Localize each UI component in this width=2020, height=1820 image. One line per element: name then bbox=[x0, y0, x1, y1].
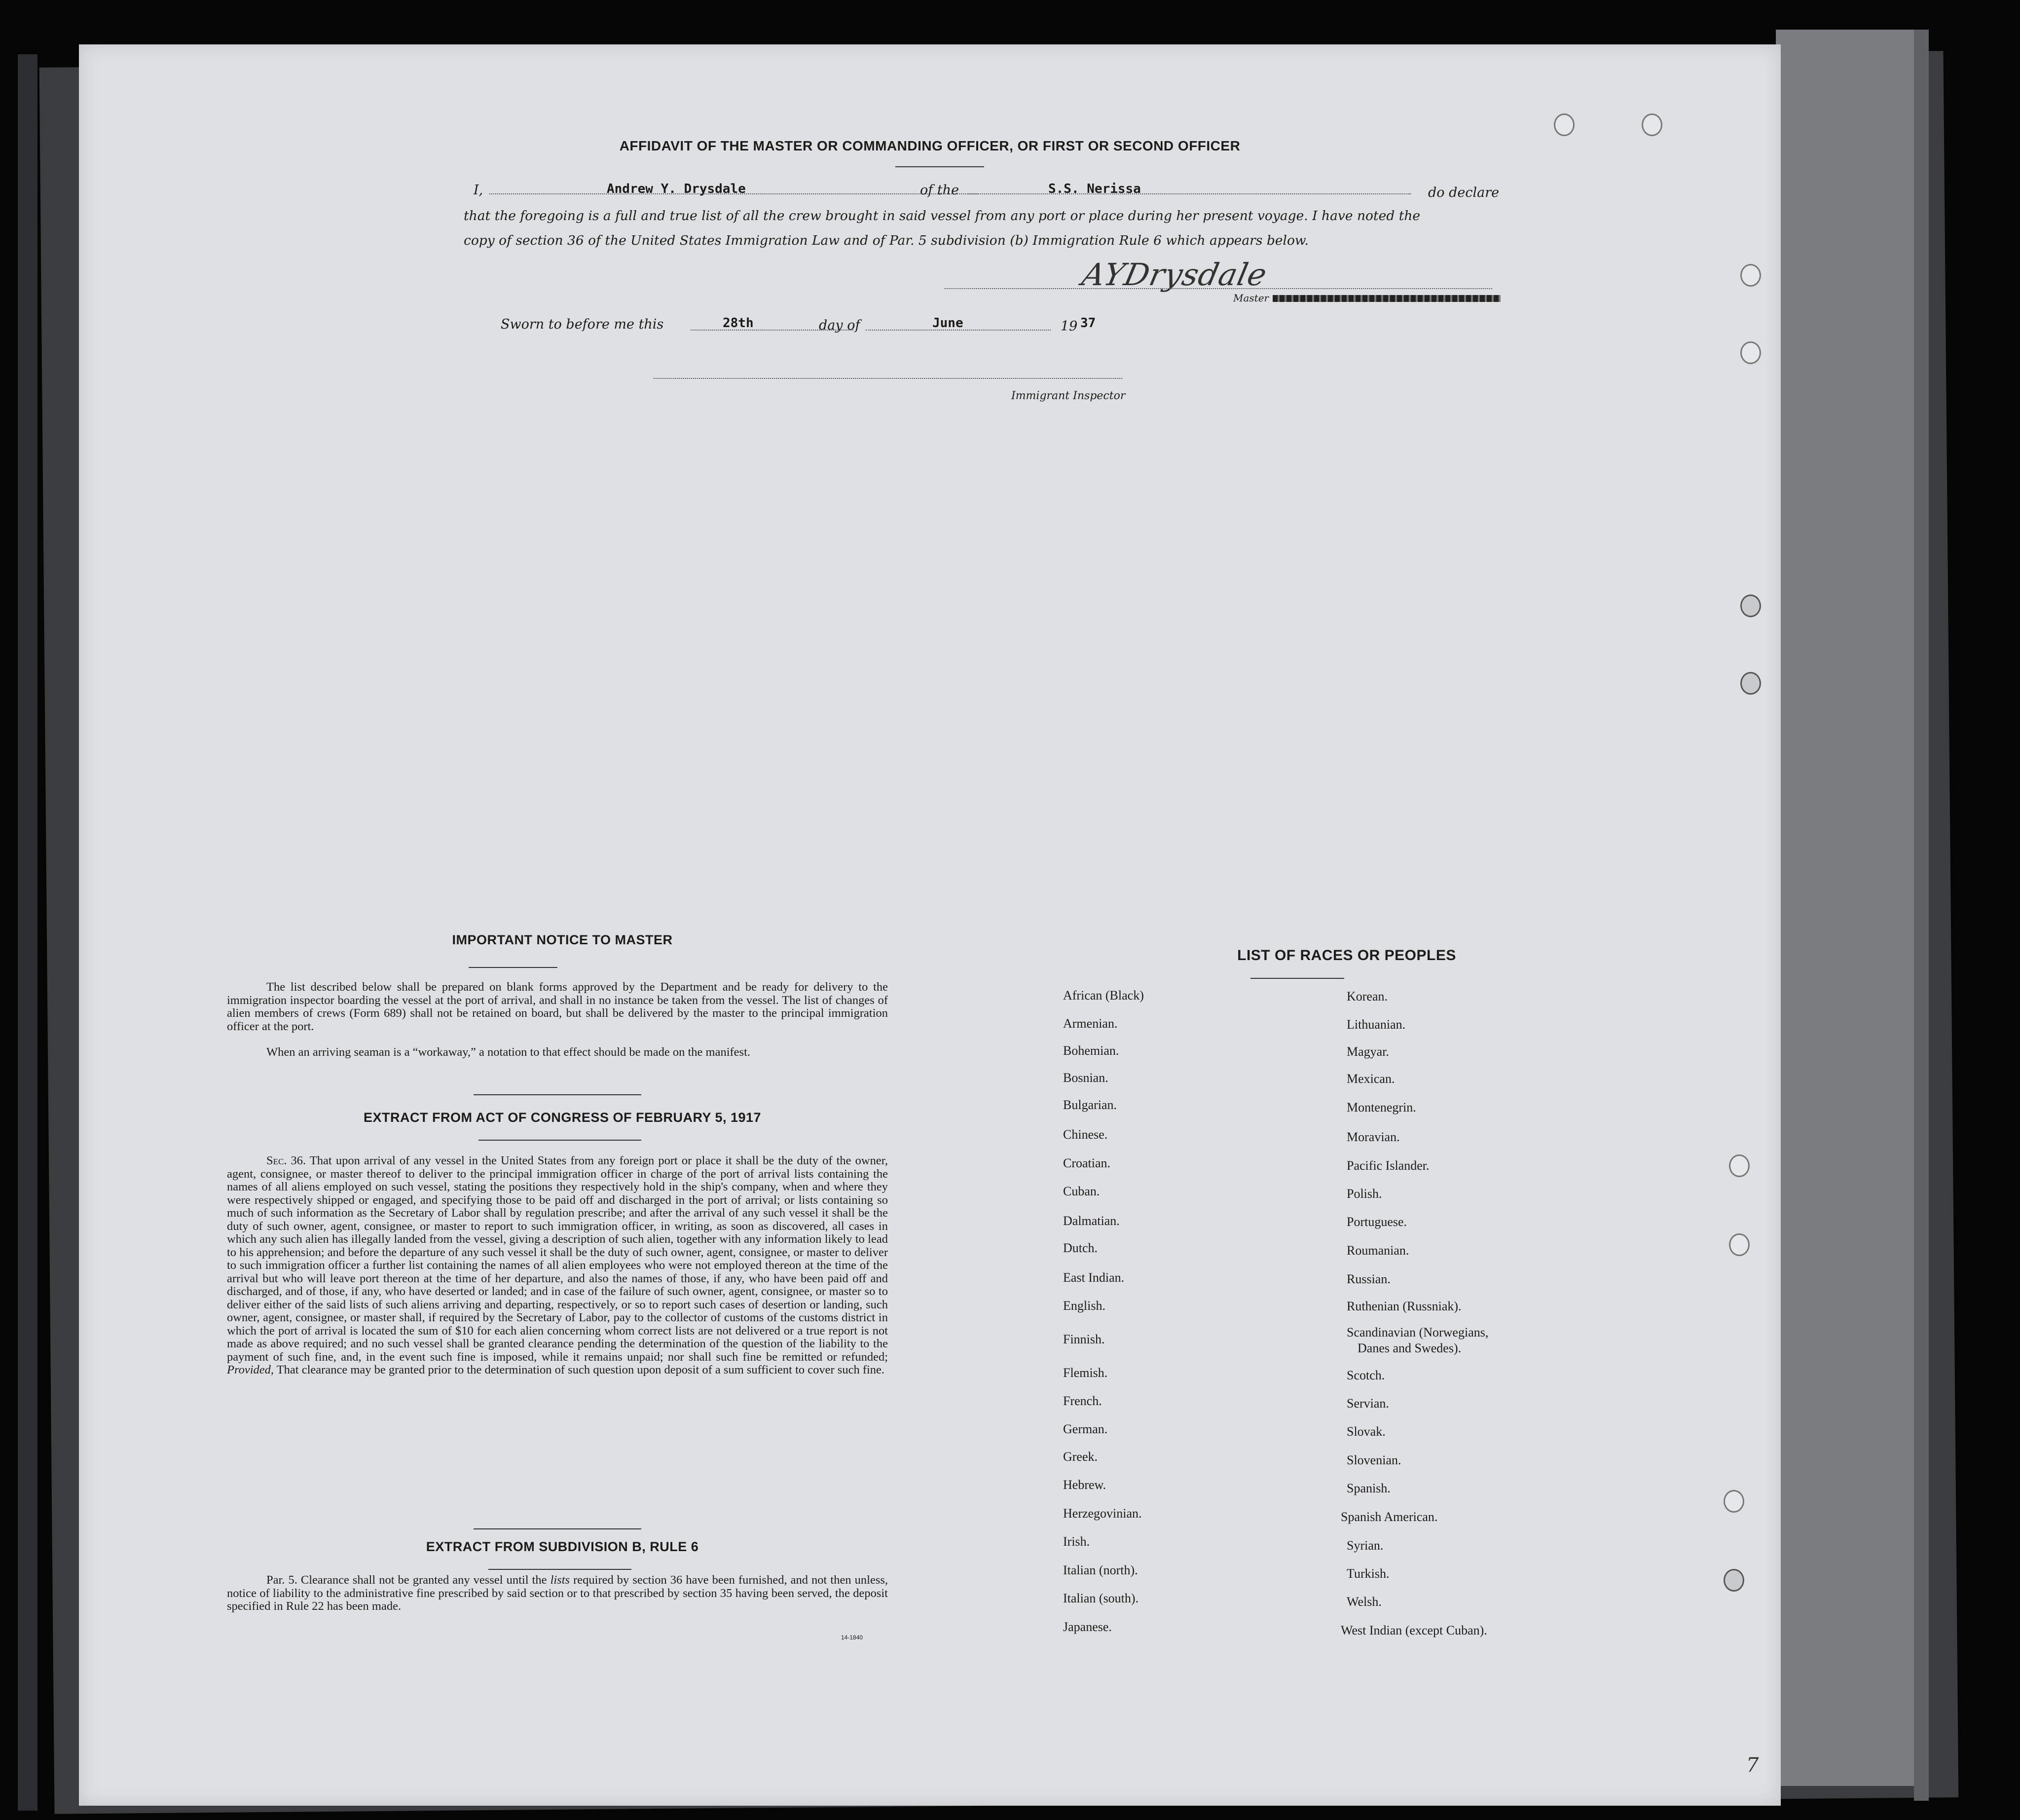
race-item: Hebrew. bbox=[1063, 1478, 1106, 1492]
race-item: Spanish American. bbox=[1341, 1510, 1438, 1524]
race-item: Polish. bbox=[1347, 1187, 1382, 1201]
page-mark: 7 bbox=[1746, 1754, 1759, 1777]
race-item: Russian. bbox=[1347, 1272, 1391, 1286]
underlying-page-right bbox=[1776, 30, 1919, 1786]
race-item: Pacific Islander. bbox=[1347, 1158, 1430, 1173]
punch-hole bbox=[1740, 672, 1761, 695]
race-item: Roumanian. bbox=[1347, 1243, 1409, 1258]
race-item: Greek. bbox=[1063, 1449, 1098, 1464]
race-item: East Indian. bbox=[1063, 1270, 1125, 1285]
race-item: Moravian. bbox=[1347, 1130, 1400, 1144]
punch-hole bbox=[1554, 113, 1575, 136]
notice-paragraph-2 bbox=[227, 1046, 888, 1059]
punch-hole bbox=[1724, 1490, 1744, 1513]
inspector-signature-line bbox=[654, 378, 1122, 379]
sworn-month-field: June bbox=[932, 316, 963, 331]
race-item: Servian. bbox=[1347, 1396, 1389, 1411]
rule-paragraph bbox=[227, 1574, 888, 1613]
races-rule bbox=[1250, 978, 1344, 979]
race-item: Irish. bbox=[1063, 1534, 1090, 1549]
notice-end-rule bbox=[474, 1094, 641, 1095]
master-signature: AYDrysdale bbox=[1079, 257, 1271, 293]
master-name-field: Andrew Y. Drysdale bbox=[607, 182, 746, 196]
race-item: Finnish. bbox=[1063, 1332, 1105, 1346]
races-title: LIST OF RACES OR PEOPLES bbox=[1237, 947, 1456, 964]
master-label: Master bbox=[1233, 292, 1269, 304]
race-item: Syrian. bbox=[1347, 1538, 1384, 1553]
race-item: Bosnian. bbox=[1063, 1071, 1108, 1085]
race-item: Mexican. bbox=[1347, 1072, 1395, 1086]
affidavit-line-2: that the foregoing is a full and true list of all the crew brought in said vessel from any port or place during her present voyage. I have noted the bbox=[464, 208, 1421, 223]
title-rule bbox=[895, 166, 984, 167]
vessel-field: S.S. Nerissa bbox=[1048, 182, 1141, 196]
i-label: I, bbox=[474, 183, 483, 198]
race-item: Scotch. bbox=[1347, 1368, 1385, 1382]
race-item: Slovak. bbox=[1347, 1424, 1386, 1439]
punch-hole bbox=[1729, 1154, 1750, 1177]
sec-label: Sec. 36. bbox=[266, 1154, 306, 1167]
form-code: 14-1840 bbox=[841, 1634, 863, 1641]
underlying-page-edge-left bbox=[18, 54, 37, 1811]
race-item: Korean. bbox=[1347, 989, 1388, 1003]
act-section-36 bbox=[227, 1154, 888, 1377]
of-the-label: of the bbox=[920, 183, 959, 198]
rule-text-b: required by section 36 have been furnished, and not then unless, notice of liability to the administrative fine prescribed by said section or to that prescribed by section 35 having been served, the deposit specified in Rule 22 has been made. bbox=[227, 1573, 888, 1613]
race-item: Portuguese. bbox=[1347, 1215, 1407, 1229]
race-item: Dutch. bbox=[1063, 1241, 1098, 1255]
year-suffix-field: 37 bbox=[1080, 316, 1096, 331]
rule-rule bbox=[488, 1569, 631, 1570]
vessel-line bbox=[967, 193, 1411, 194]
sworn-day-field: 28th bbox=[723, 316, 754, 331]
race-item: Armenian. bbox=[1063, 1016, 1118, 1031]
act-end-rule bbox=[474, 1528, 641, 1529]
race-item: English. bbox=[1063, 1299, 1105, 1313]
race-item: German. bbox=[1063, 1422, 1108, 1436]
race-item: Ruthenian (Russniak). bbox=[1347, 1299, 1462, 1313]
race-item: Italian (north). bbox=[1063, 1563, 1138, 1577]
race-item: Flemish. bbox=[1063, 1366, 1108, 1380]
notice-paragraph-2-text: When an arriving seaman is a “workaway,” a notation to that effect should be made on the manifest. bbox=[266, 1045, 751, 1059]
punch-hole bbox=[1724, 1569, 1744, 1592]
race-item: Scandinavian (Norwegians, bbox=[1347, 1325, 1489, 1339]
rule-text-a: Par. 5. Clearance shall not be granted any vessel until the bbox=[266, 1573, 547, 1587]
lists-word: lists bbox=[550, 1573, 570, 1587]
notice-rule bbox=[469, 967, 557, 968]
document-page bbox=[79, 44, 1781, 1806]
notice-paragraph-1-text: The list described below shall be prepared on blank forms approved by the Department and be ready for delivery to the immigration inspector boarding the vessel at the port of arrival, and shall in no instance be taken from the vessel. The list of changes of alien members of crews (Form 689) shall not be retained on board, but shall be delivered by the master to the principal immigration officer at the port. bbox=[227, 980, 888, 1033]
punch-hole bbox=[1740, 264, 1761, 287]
race-item: Japanese. bbox=[1063, 1620, 1112, 1634]
declare-label: do declare bbox=[1428, 185, 1500, 200]
race-item: Welsh. bbox=[1347, 1595, 1382, 1609]
race-item: Herzegovinian. bbox=[1063, 1506, 1142, 1521]
punch-hole bbox=[1740, 594, 1761, 617]
notice-paragraph-1 bbox=[227, 981, 888, 1033]
signature-line bbox=[945, 288, 1492, 289]
race-item: Turkish. bbox=[1347, 1566, 1390, 1581]
affidavit-title: AFFIDAVIT OF THE MASTER OR COMMANDING OFFICER, OR FIRST OR SECOND OFFICER bbox=[619, 138, 1241, 153]
race-item: Cuban. bbox=[1063, 1184, 1100, 1198]
act-text-end: That clearance may be granted prior to the determination of such question upon deposit of a sum sufficient to cover such fine. bbox=[276, 1363, 885, 1376]
race-item: Bulgarian. bbox=[1063, 1098, 1117, 1112]
notice-title: IMPORTANT NOTICE TO MASTER bbox=[452, 932, 673, 947]
struck-out-title bbox=[1273, 295, 1501, 302]
race-item: Slovenian. bbox=[1347, 1453, 1401, 1467]
punch-hole bbox=[1642, 113, 1662, 136]
race-item: Italian (south). bbox=[1063, 1591, 1139, 1605]
race-item: Lithuanian. bbox=[1347, 1017, 1406, 1032]
inspector-label: Immigrant Inspector bbox=[1011, 390, 1126, 402]
punch-hole bbox=[1729, 1233, 1750, 1256]
race-item: Danes and Swedes). bbox=[1358, 1341, 1462, 1355]
act-rule bbox=[478, 1140, 641, 1141]
affidavit-line-3: copy of section 36 of the United States Immigration Law and of Par. 5 subdivision (b) Immigration Rule 6 which appears below. bbox=[464, 233, 1309, 248]
race-item: West Indian (except Cuban). bbox=[1341, 1623, 1487, 1637]
act-title: EXTRACT FROM ACT OF CONGRESS OF FEBRUARY 5, 1917 bbox=[363, 1110, 762, 1125]
provided-word: Provided, bbox=[227, 1363, 274, 1376]
race-item: African (Black) bbox=[1063, 988, 1144, 1003]
rule-title: EXTRACT FROM SUBDIVISION B, RULE 6 bbox=[426, 1539, 699, 1554]
race-item: Spanish. bbox=[1347, 1481, 1391, 1495]
punch-hole bbox=[1740, 341, 1761, 364]
year-prefix: 19 bbox=[1061, 319, 1078, 334]
day-of-label: day of bbox=[819, 318, 860, 333]
act-text: That upon arrival of any vessel in the United States from any foreign port or place it shall be the duty of the owner, agent, consignee, or master thereof to deliver to the principal immigration officer in charge of the port of arrival lists containing the names of all aliens employed on such vessel, stating the positions they respectively hold in the ship's company, when and where they were respectively shipped or engaged, and specifying those to be paid off and discharged in the port of arrival; or lists containing so much of such information as the Secretary of Labor shall by regulation prescribe; and after the arrival of any such vessel it shall be the duty of such owner, agent, consignee, or master to report to such immigration officer, in writing, as soon as discovered, all cases in which any such alien has illegally landed from the vessel, giving a description of such alien, together with any information likely to lead to his apprehension; and before the departure of any such vessel it shall be the duty of such owner, agent, consignee, or master to deliver to such immigration officer a further list containing the names of all alien employees who were not employed thereon at the time of the arrival but who will leave port thereon at the time of her departure, and also the names of those, if any, who have been paid off and discharged, and of those, if any, who have deserted or landed; and in case of the failure of such owner, agent, consignee, or master so to deliver either of the said lists of such aliens arriving and departing, respectively, or so to report such cases of desertion or landing, such owner, agent, consignee, or master shall, if required by the Secretary of Labor, pay to the collector of customs of the customs district in which the port of arrival is located the sum of $10 for each alien concerning whom correct lists are not delivered or a true report is not made as above required; and no such vessel shall be granted clearance pending the determination of the question of the liability to the payment of such fine, and, in the event such fine is imposed, while it remains unpaid; nor shall such fine be remitted or refunded; bbox=[227, 1154, 888, 1364]
race-item: Chinese. bbox=[1063, 1127, 1108, 1142]
race-item: Magyar. bbox=[1347, 1044, 1389, 1059]
underlying-page-edge-right bbox=[1914, 30, 1929, 1801]
race-item: Dalmatian. bbox=[1063, 1214, 1120, 1228]
sworn-label: Sworn to before me this bbox=[501, 317, 664, 332]
race-item: Montenegrin. bbox=[1347, 1100, 1416, 1114]
race-item: Croatian. bbox=[1063, 1156, 1111, 1170]
race-item: Bohemian. bbox=[1063, 1043, 1119, 1058]
race-item: French. bbox=[1063, 1394, 1102, 1408]
